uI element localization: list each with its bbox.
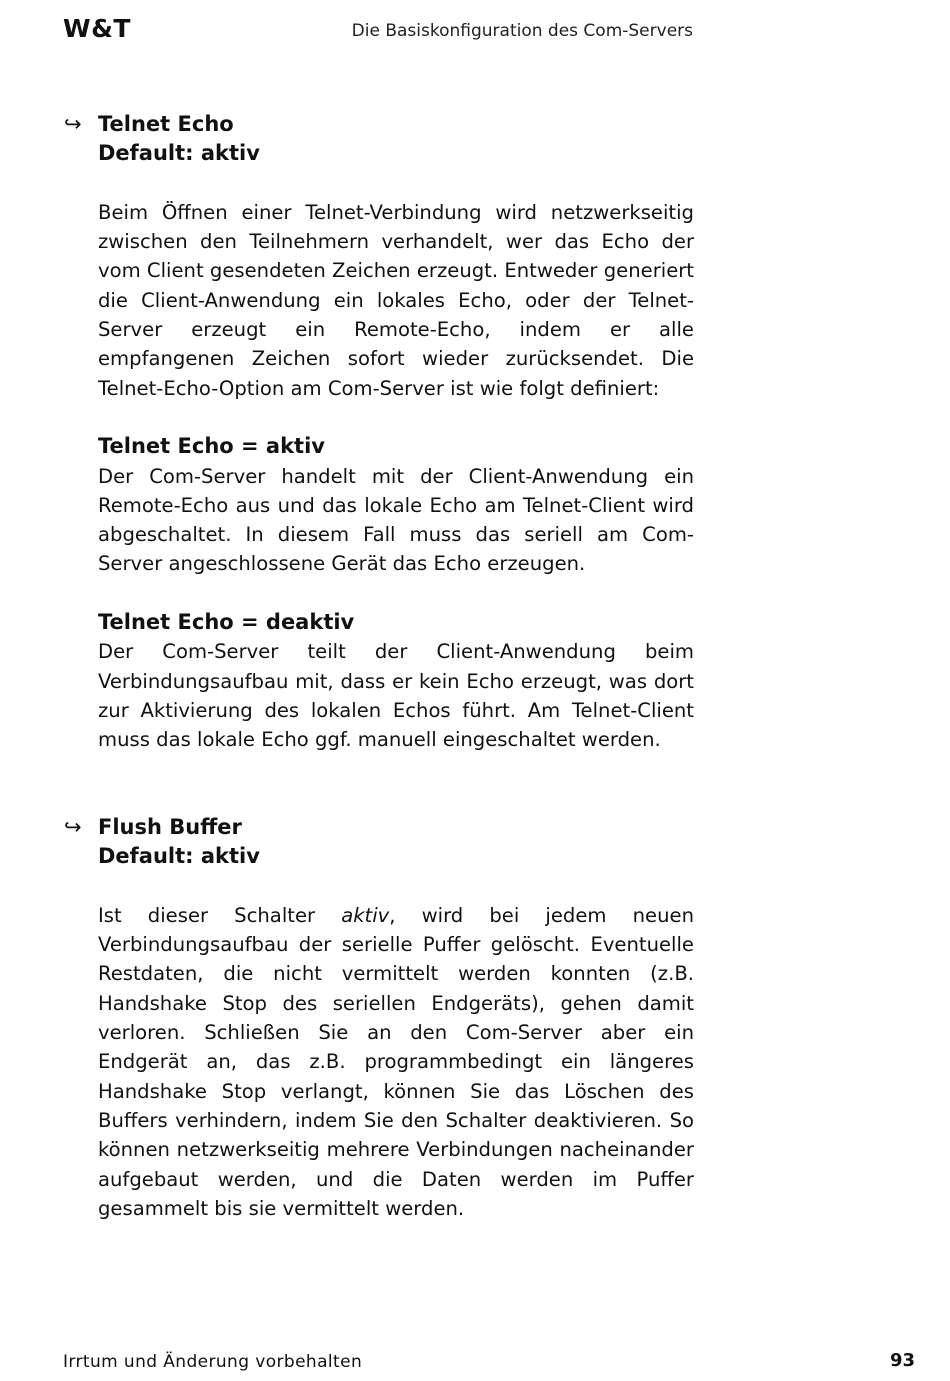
text-part: Ist dieser Schalter bbox=[98, 903, 342, 927]
subsection-text: Der Com-Server handelt mit der Client-Anwendung ein Remote-Echo aus und das lokale Echo am Telnet-Client wird abgeschaltet. In diesem Fall muss das seriell am Com-Server angeschlossene Gerät das Echo erzeugen. bbox=[98, 464, 694, 576]
section-flush-buffer bbox=[98, 813, 694, 1223]
section-arrow-icon: ↪ bbox=[64, 112, 82, 136]
running-header: Die Basiskonfiguration des Com-Servers bbox=[351, 21, 693, 41]
section-heading: Telnet Echo bbox=[98, 112, 234, 136]
subsection-text: Der Com-Server teilt der Client-Anwendung beim Verbindungsaufbau mit, dass er kein Echo erzeugt, was dort zur Aktivierung des lokalen Echos führt. Am Telnet-Client muss das lokale Echo ggf. manuell eingeschaltet werden. bbox=[98, 640, 694, 752]
emphasis-text: aktiv bbox=[341, 903, 390, 927]
page-number: 93 bbox=[889, 1350, 915, 1371]
company-logo: W&T bbox=[63, 14, 131, 43]
section-text bbox=[98, 901, 694, 1223]
subsection-heading: Telnet Echo = aktiv bbox=[98, 434, 325, 459]
section-heading: Flush Buffer bbox=[98, 815, 242, 839]
section-default: Default: aktiv bbox=[98, 141, 260, 166]
subsection-heading: Telnet Echo = deaktiv bbox=[98, 610, 355, 635]
section-default: Default: aktiv bbox=[98, 844, 260, 869]
section-telnet-echo bbox=[98, 110, 694, 755]
text-part: , wird bei jedem neuen Verbindungsaufbau der serielle Puffer gelöscht. Eventuelle Restdaten, die nicht vermittelt werden konnten (z.B. Handshake Stop des seriellen Endgeräts), gehen damit verloren. Schließen Sie an den Com-Server aber ein Endgerät an, das z.B. programmbedingt ein längeres Handshake Stop verlangt, können Sie das Löschen des Buffers verhindern, indem Sie den Schalter deaktivieren. So können netzwerkseitig mehrere Verbindungen nacheinander aufgebaut werden, und die Daten werden im Puffer gesammelt bis sie vermittelt werden. bbox=[98, 903, 695, 1220]
section-intro: Beim Öffnen einer Telnet-Verbindung wird netzwerkseitig zwischen den Teilnehmern verhandelt, wer das Echo der vom Client gesendeten Zeichen erzeugt. Entweder generiert die Client-Anwendung ein lokales Echo, oder der Telnet-Server erzeugt ein Remote-Echo, indem er alle empfangenen Zeichen sofort wieder zurücksendet. Die Telnet-Echo-Option am Com-Server ist wie folgt definiert: bbox=[98, 200, 694, 400]
section-arrow-icon: ↪ bbox=[64, 815, 82, 839]
footer-note: Irrtum und Änderung vorbehalten bbox=[63, 1352, 363, 1372]
